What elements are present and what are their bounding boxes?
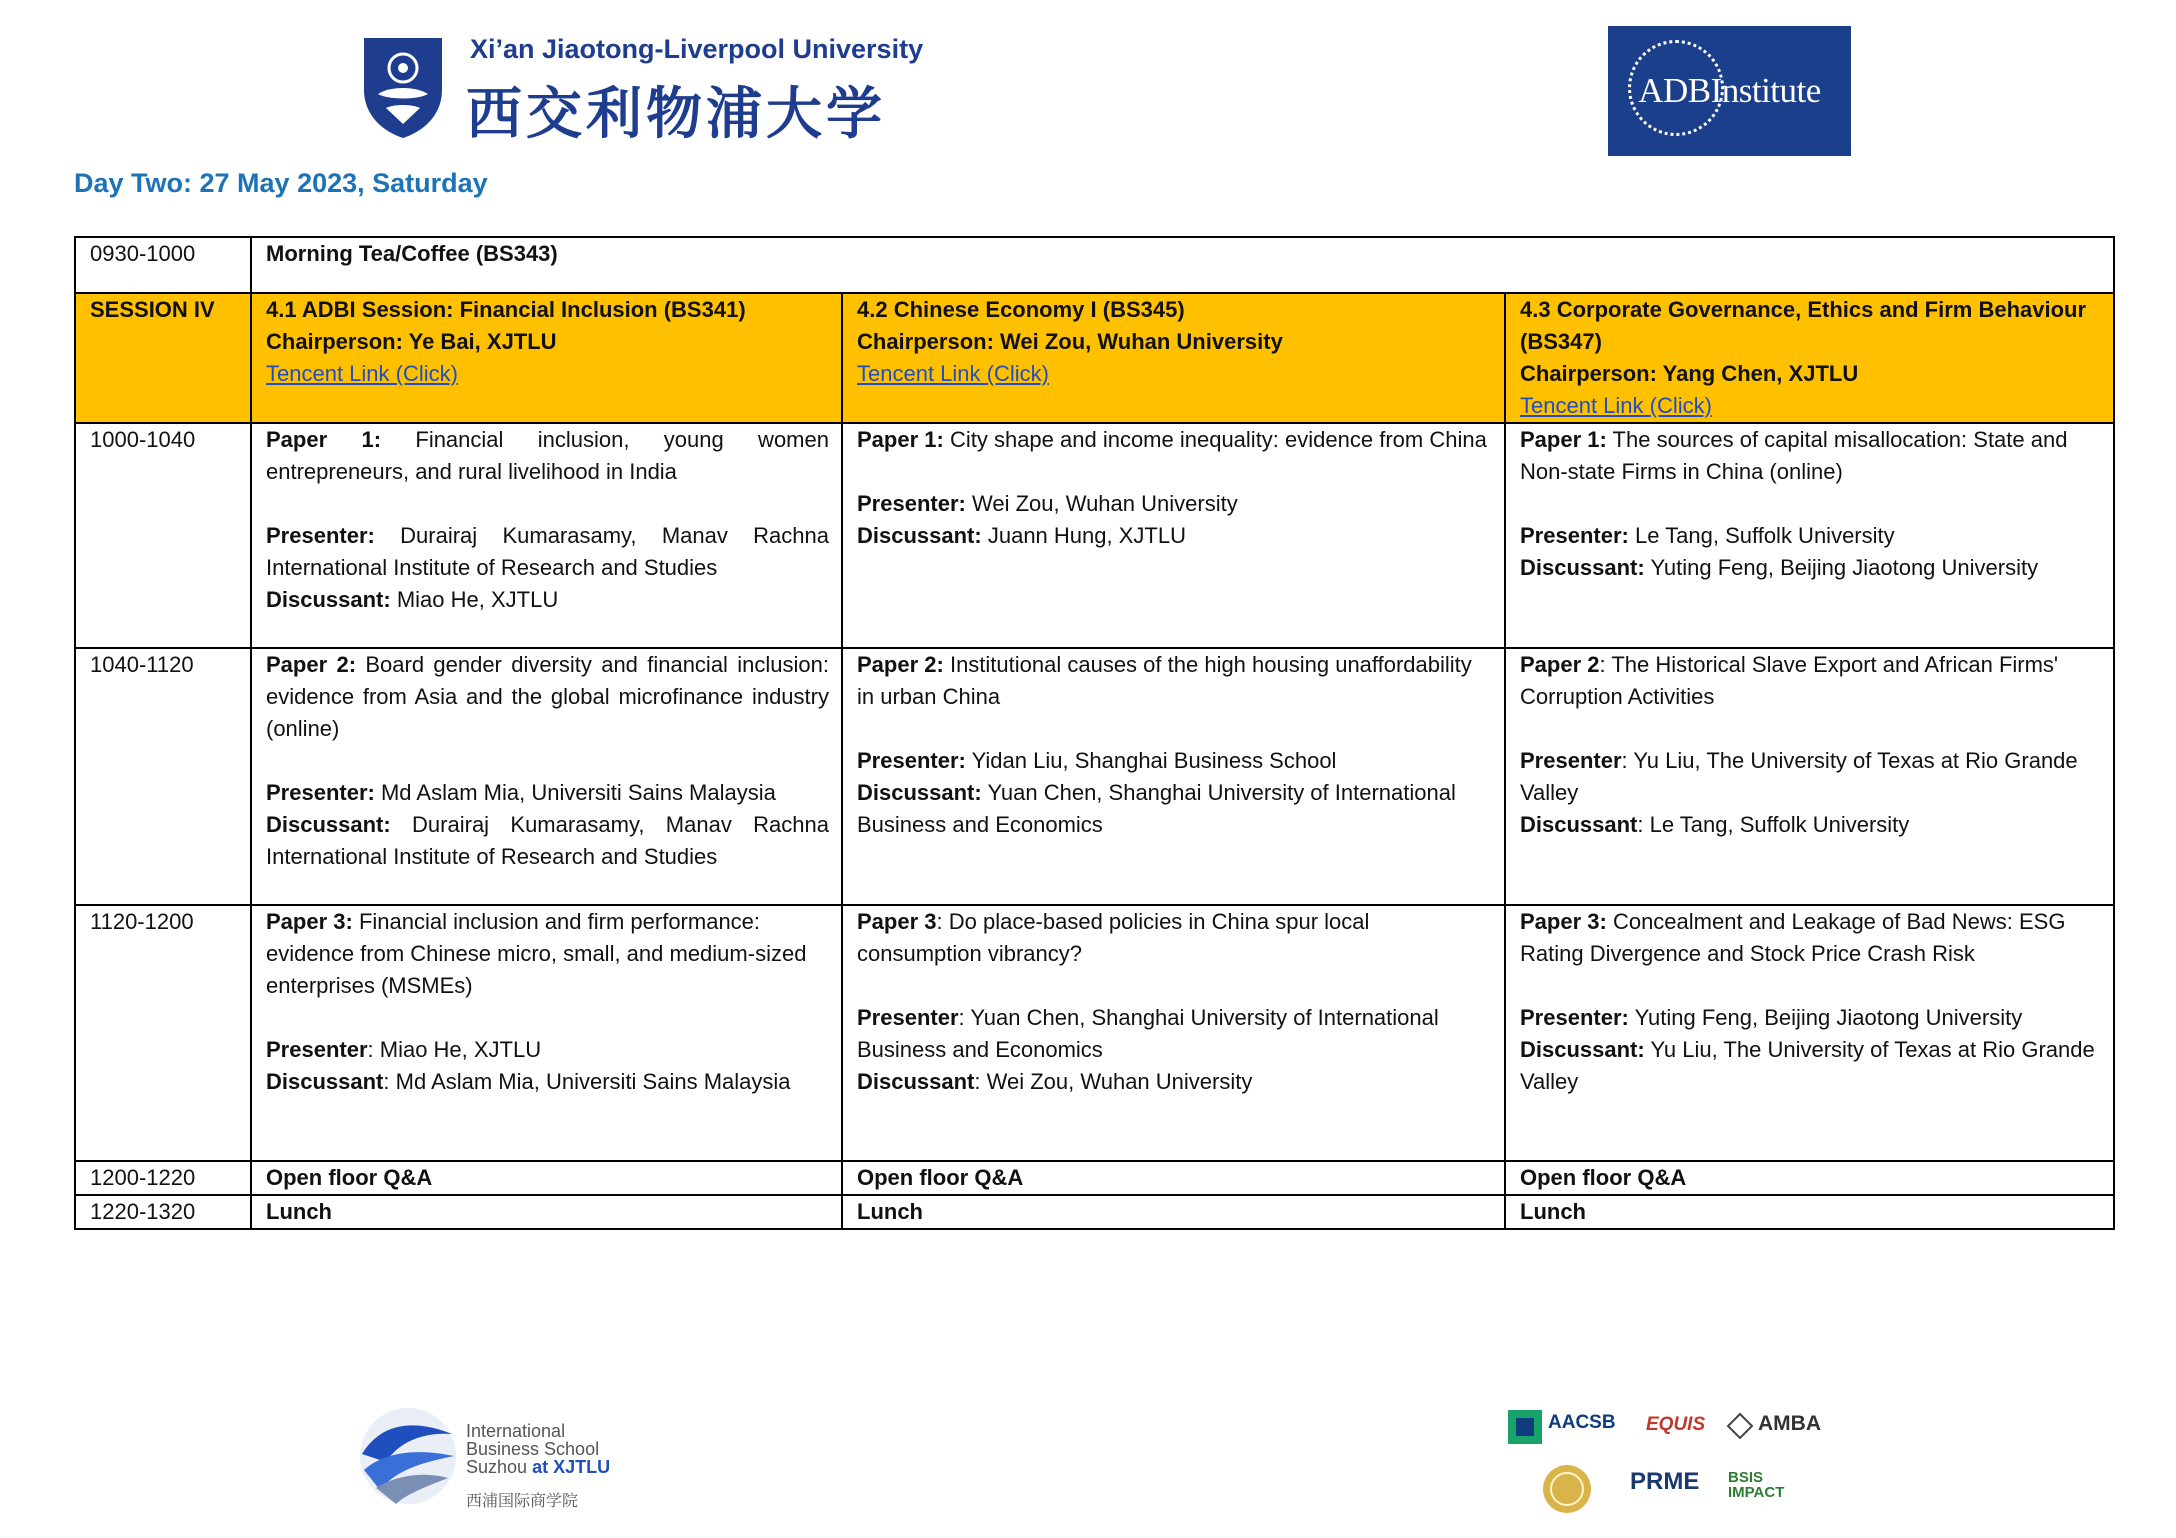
- ibss-logo: [356, 1404, 636, 1514]
- university-crest-icon: [360, 34, 446, 140]
- track-title: 4.2 Chinese Economy I (BS345): [857, 297, 1185, 322]
- lunch-row: [75, 1195, 2114, 1229]
- presenter-label: Presenter:: [1520, 1005, 1629, 1030]
- session-label: SESSION IV: [75, 293, 251, 423]
- xjtlu-logo: [360, 34, 960, 146]
- presenter-name: Wei Zou, Wuhan University: [971, 491, 1238, 516]
- session-track-1: [251, 293, 842, 423]
- paper-label: Paper 3:: [266, 909, 353, 934]
- ibss-line: [466, 1458, 610, 1476]
- ibss-at-xjtlu: at XJTLU: [532, 1457, 611, 1477]
- lunch-cell: Lunch: [251, 1195, 842, 1229]
- paper-cell: [842, 423, 1505, 648]
- paper-title: Financial inclusion and firm performance: evidence from Chinese micro, small, and medium-sized enterprises (MSMEs): [266, 909, 807, 998]
- tencent-link[interactable]: Tencent Link (Click): [266, 361, 458, 386]
- paper-cell: [842, 905, 1505, 1161]
- paper-label: Paper 2: [1520, 652, 1600, 677]
- time-cell: 1000-1040: [75, 423, 251, 648]
- presenter-label: Presenter:: [857, 748, 966, 773]
- paper-cell: [251, 423, 842, 648]
- track-chair: Chairperson: Ye Bai, XJTLU: [266, 329, 557, 354]
- paper-title: : The Historical Slave Export and African Firms' Corruption Activities: [1520, 652, 2059, 709]
- presenter-label: Presenter:: [857, 491, 966, 516]
- paper-cell: [842, 648, 1505, 905]
- time-cell: 0930-1000: [75, 237, 251, 293]
- paper-title: Financial inclusion, young women entrepreneurs, and rural livelihood in India: [266, 427, 829, 484]
- prme-logo: PRME: [1630, 1468, 1700, 1495]
- discussant-label: Discussant: [857, 1069, 975, 1094]
- track-chair: Chairperson: Yang Chen, XJTLU: [1520, 361, 1859, 386]
- discussant-name: : Wei Zou, Wuhan University: [974, 1069, 1253, 1094]
- slot-row: [75, 905, 2114, 1161]
- discussant-name: Juann Hung, XJTLU: [987, 523, 1186, 548]
- paper-label: Paper 1:: [1520, 427, 1607, 452]
- paper-title: Board gender diversity and financial inclusion: evidence from Asia and the global microfinance industry (online): [266, 652, 829, 741]
- discussant-name: : Md Aslam Mia, Universiti Sains Malaysia: [383, 1069, 791, 1094]
- slot-row: [75, 648, 2114, 905]
- aacsb-logo: AACSB: [1548, 1412, 1616, 1433]
- presenter-name: Durairaj Kumarasamy, Manav Rachna International Institute of Research and Studies: [266, 523, 829, 580]
- discussant-name: Miao He, XJTLU: [396, 587, 559, 612]
- paper-label: Paper 1:: [266, 427, 382, 452]
- university-name-en: Xi’an Jiaotong-Liverpool University: [470, 34, 924, 64]
- presenter-name: Le Tang, Suffolk University: [1634, 523, 1895, 548]
- paper-label: Paper 1:: [857, 427, 944, 452]
- presenter-label: Presenter: [857, 1005, 959, 1030]
- presenter-label: Presenter:: [266, 523, 375, 548]
- paper-cell: [1505, 648, 2114, 905]
- discussant-label: Discussant:: [857, 780, 982, 805]
- bsis-logo: BSIS IMPACT: [1728, 1469, 1785, 1501]
- paper-cell: [1505, 423, 2114, 648]
- discussant-name: Yuting Feng, Beijing Jiaotong University: [1650, 555, 2039, 580]
- morning-row: [75, 237, 2114, 293]
- presenter-label: Presenter: [1520, 748, 1622, 773]
- qa-cell: Open floor Q&A: [842, 1161, 1505, 1195]
- tencent-link[interactable]: Tencent Link (Click): [857, 361, 1049, 386]
- discussant-label: Discussant:: [1520, 555, 1645, 580]
- paper-label: Paper 2:: [266, 652, 357, 677]
- lunch-cell: Lunch: [842, 1195, 1505, 1229]
- day-title: Day Two: 27 May 2023, Saturday: [74, 168, 488, 198]
- paper-label: Paper 2:: [857, 652, 944, 677]
- adbi-logo-text: ADBInstitute: [1638, 71, 1821, 110]
- ibss-wave-icon: [356, 1404, 460, 1508]
- paper-title: Concealment and Leakage of Bad News: ESG Rating Divergence and Stock Price Crash Risk: [1520, 909, 2066, 966]
- paper-title: The sources of capital misallocation: State and Non-state Firms in China (online): [1520, 427, 2068, 484]
- schedule-table: [74, 236, 2115, 1230]
- paper-label: Paper 3: [857, 909, 937, 934]
- paper-cell: [251, 648, 842, 905]
- presenter-name: Md Aslam Mia, Universiti Sains Malaysia: [380, 780, 776, 805]
- presenter-label: Presenter:: [1520, 523, 1629, 548]
- discussant-label: Discussant: [1520, 812, 1638, 837]
- adbi-logo: [1608, 26, 1851, 156]
- ibss-name: [466, 1422, 610, 1476]
- paper-title: Institutional causes of the high housing unaffordability in urban China: [857, 652, 1472, 709]
- slot-row: [75, 423, 2114, 648]
- ibss-suzhou: Suzhou: [466, 1457, 533, 1477]
- paper-label: Paper 3:: [1520, 909, 1607, 934]
- qa-cell: Open floor Q&A: [1505, 1161, 2114, 1195]
- discussant-label: Discussant:: [1520, 1037, 1645, 1062]
- lunch-cell: Lunch: [1505, 1195, 2114, 1229]
- presenter-name: Yidan Liu, Shanghai Business School: [971, 748, 1337, 773]
- presenter-name: : Yu Liu, The University of Texas at Rio Grande Valley: [1520, 748, 2078, 805]
- presenter-name: Yuting Feng, Beijing Jiaotong University: [1634, 1005, 2023, 1030]
- discussant-label: Discussant: [266, 1069, 384, 1094]
- session-header-row: [75, 293, 2114, 423]
- presenter-name: : Yuan Chen, Shanghai University of International Business and Economics: [857, 1005, 1439, 1062]
- discussant-name: : Le Tang, Suffolk University: [1637, 812, 1910, 837]
- paper-cell: [1505, 905, 2114, 1161]
- equis-logo: EQUIS: [1646, 1414, 1706, 1435]
- paper-title: : Do place-based policies in China spur local consumption vibrancy?: [857, 909, 1370, 966]
- qa-cell: Open floor Q&A: [251, 1161, 842, 1195]
- presenter-label: Presenter: [266, 1037, 368, 1062]
- discussant-label: Discussant:: [266, 587, 391, 612]
- ibss-name-cn: 西浦国际商学院: [466, 1491, 579, 1510]
- accreditation-logos: [1508, 1398, 1848, 1518]
- discussant-label: Discussant:: [266, 812, 391, 837]
- amba-diamond-icon: [1726, 1412, 1754, 1440]
- ibss-line: International: [466, 1421, 566, 1441]
- session-track-3: [1505, 293, 2114, 423]
- amba-logo: AMBA: [1758, 1412, 1821, 1435]
- track-title: 4.3 Corporate Governance, Ethics and Firm Behaviour (BS347): [1520, 297, 2087, 354]
- tencent-link[interactable]: Tencent Link (Click): [1520, 393, 1712, 418]
- time-cell: 1220-1320: [75, 1195, 251, 1229]
- paper-title: City shape and income inequality: evidence from China: [949, 427, 1487, 452]
- aacsb-icon: [1508, 1410, 1542, 1444]
- track-chair: Chairperson: Wei Zou, Wuhan University: [857, 329, 1283, 354]
- qa-row: [75, 1161, 2114, 1195]
- university-name-cn: 西交利物浦大学: [466, 81, 886, 147]
- discussant-name: Yuan Chen, Shanghai University of International Business and Economics: [857, 780, 1456, 837]
- morning-activity: Morning Tea/Coffee (BS343): [251, 237, 2114, 293]
- award-medal-icon: [1540, 1462, 1594, 1516]
- time-cell: 1200-1220: [75, 1161, 251, 1195]
- track-title: 4.1 ADBI Session: Financial Inclusion (BS341): [266, 297, 746, 322]
- time-cell: 1040-1120: [75, 648, 251, 905]
- discussant-label: Discussant:: [857, 523, 982, 548]
- discussant-name: Durairaj Kumarasamy, Manav Rachna International Institute of Research and Studies: [266, 812, 829, 869]
- discussant-name: Yu Liu, The University of Texas at Rio Grande Valley: [1520, 1037, 2095, 1094]
- session-track-2: [842, 293, 1505, 423]
- presenter-label: Presenter:: [266, 780, 375, 805]
- paper-cell: [251, 905, 842, 1161]
- time-cell: 1120-1200: [75, 905, 251, 1161]
- presenter-name: : Miao He, XJTLU: [367, 1037, 542, 1062]
- ibss-line: Business School: [466, 1439, 600, 1459]
